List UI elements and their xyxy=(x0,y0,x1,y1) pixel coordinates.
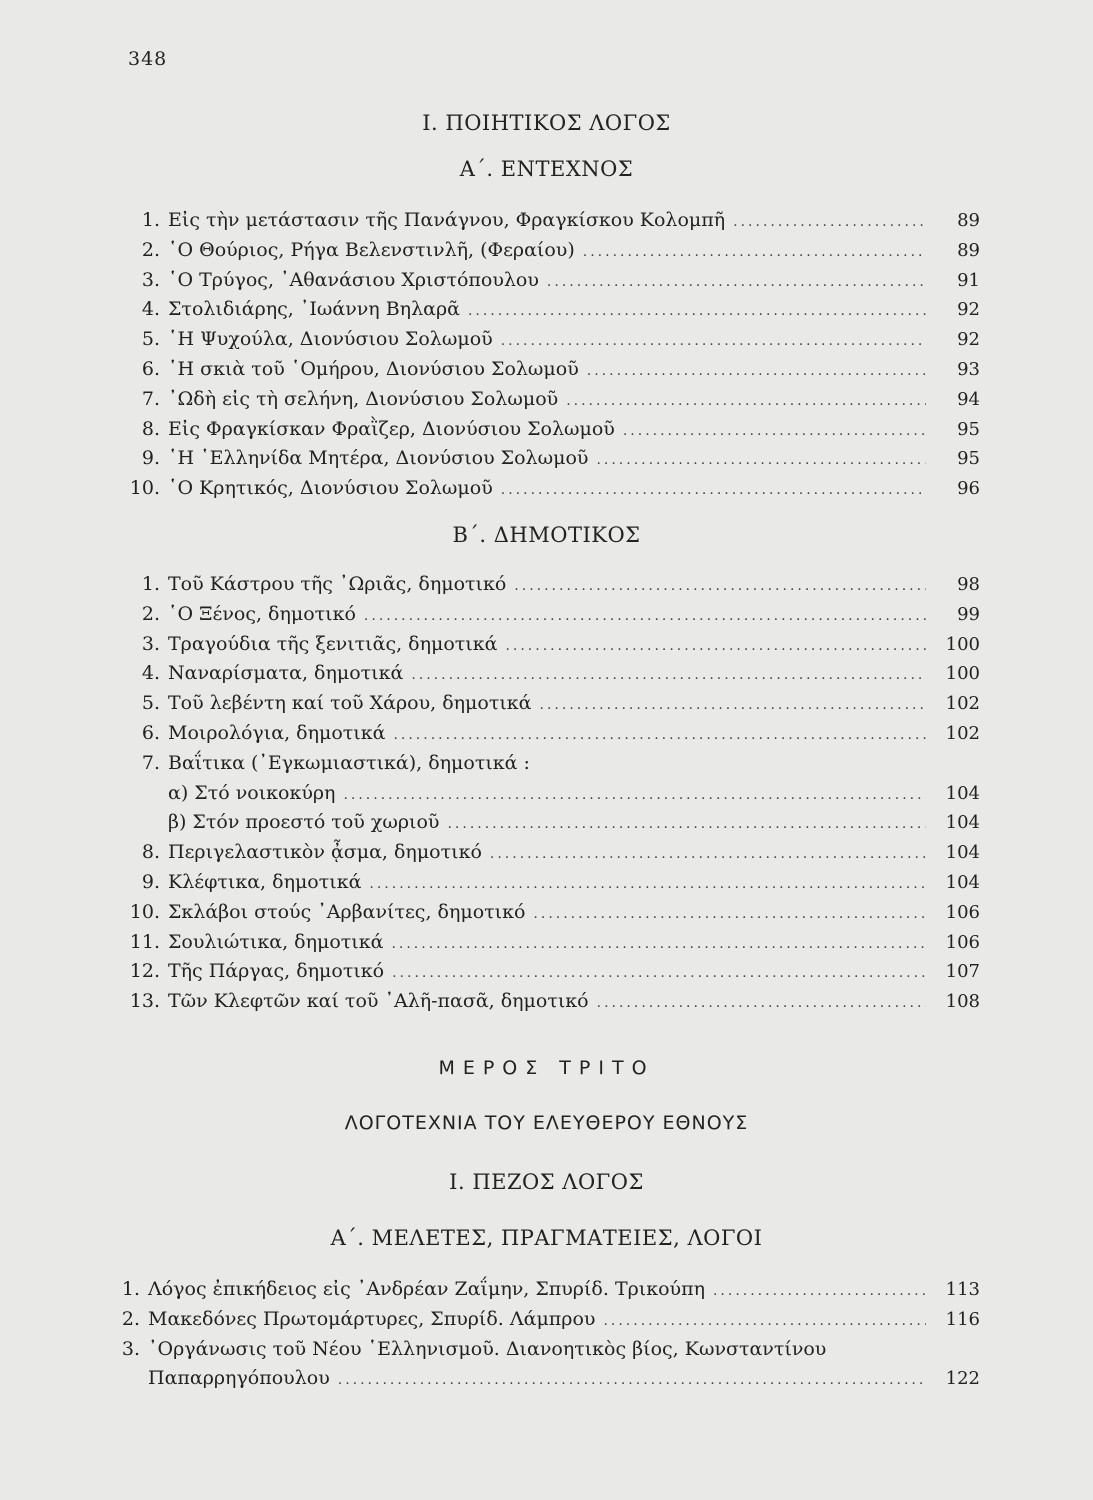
entry-title: Σκλάβοι στούς ᾿Αρβανίτες, δημοτικό xyxy=(168,900,526,923)
leader-dots xyxy=(468,297,926,327)
subheading-entechnos: Α΄. ΕΝΤΕΧΝΟΣ xyxy=(459,157,634,181)
leader-dots xyxy=(501,476,926,506)
entry-page: 95 xyxy=(957,418,980,440)
part-heading: ΜΕΡΟΣ ΤΡΙΤΟ xyxy=(438,1057,655,1079)
entry-page: 99 xyxy=(957,603,980,625)
entry-title: Λόγος ἐπικήδειος εἰς ᾿Ανδρέαν Ζαΐμην, Σπυρίδ. Τρικούπη xyxy=(148,1278,705,1300)
entry-number: 7. xyxy=(141,751,160,774)
toc-entry xyxy=(120,415,980,445)
entry-page: 107 xyxy=(945,961,980,983)
leader-dots xyxy=(603,1307,926,1337)
leader-dots xyxy=(505,632,926,662)
leader-dots xyxy=(587,357,926,387)
entry-number: 1. xyxy=(141,209,160,231)
entry-title: α) Στό νοικοκύρη xyxy=(168,781,336,804)
entry-title: Εἰς Φραγκίσκαν Φραῒζερ, Διονύσιου Σολωμοῦ xyxy=(168,417,615,440)
leader-dots xyxy=(547,268,926,298)
entry-title: ῾Η Ψυχούλα, Διονύσιου Σολωμοῦ xyxy=(168,328,493,351)
entry-number: 1. xyxy=(141,573,160,595)
entry-title: Σουλιώτικα, δημοτικά xyxy=(168,930,384,953)
toc-entry xyxy=(120,689,980,719)
leader-dots xyxy=(566,387,926,417)
leader-dots xyxy=(501,327,926,357)
entry-title: Μακεδόνες Πρωτομάρτυρες, Σπυρίδ. Λάμπρου xyxy=(148,1307,596,1330)
entry-page: 89 xyxy=(957,210,980,231)
entry-number: 8. xyxy=(141,841,160,864)
toc-entry xyxy=(120,385,980,415)
entry-page: 94 xyxy=(957,388,980,410)
entry-page: 116 xyxy=(945,1308,980,1330)
toc-entry xyxy=(120,928,980,958)
subheading-dimotikos: Β΄. ΔΗΜΟΤΙΚΟΣ xyxy=(452,523,641,547)
toc-entry xyxy=(120,957,980,987)
toc-entry xyxy=(120,570,980,600)
entry-number: 2. xyxy=(141,602,160,625)
leader-dots xyxy=(533,900,926,930)
toc-entry xyxy=(120,749,980,779)
toc-entry xyxy=(100,1275,980,1305)
leader-dots xyxy=(392,959,926,989)
entry-title: Στολιδιάρης, ᾿Ιωάννη Βηλαρᾶ xyxy=(168,298,460,321)
entry-title: Κλέφτικα, δημοτικά xyxy=(168,870,362,893)
entry-number: 4. xyxy=(141,298,160,321)
toc-entry xyxy=(120,868,980,898)
entry-page: 92 xyxy=(957,299,980,321)
entry-page: 104 xyxy=(945,871,980,893)
leader-dots xyxy=(583,238,926,268)
entry-page: 92 xyxy=(957,329,980,351)
entry-page: 100 xyxy=(945,663,980,685)
subheading-studies: Α΄. ΜΕΛΕΤΕΣ, ΠΡΑΓΜΑΤΕΙΕΣ, ΛΟΓΟΙ xyxy=(330,1226,763,1250)
entry-title: Μοιρολόγια, δημοτικά xyxy=(168,721,386,744)
toc-entry xyxy=(120,206,980,236)
toc-entry xyxy=(120,838,980,868)
leader-dots xyxy=(391,930,926,960)
entry-title: ῾Ο Κρητικός, Διονύσιου Σολωμοῦ xyxy=(168,477,493,500)
leader-dots xyxy=(623,417,926,447)
entry-page: 96 xyxy=(957,478,980,500)
entry-title: Τῆς Πάργας, δημοτικό xyxy=(168,960,385,983)
leader-dots xyxy=(597,989,926,1019)
entry-number: 12. xyxy=(129,960,160,983)
toc-entry xyxy=(120,325,980,355)
entry-number: 9. xyxy=(141,870,160,893)
page-number: 348 xyxy=(128,48,168,70)
leader-dots xyxy=(364,602,926,632)
entry-title: ᾿Οργάνωσις τοῦ Νέου ῾Ελληνισμοῦ. Διανοητικὸς βίος, Κωνσταντίνου xyxy=(148,1337,827,1360)
leader-dots xyxy=(343,781,926,811)
entry-title: Παπαρρηγόπουλου xyxy=(148,1367,330,1390)
entry-number: 3. xyxy=(121,1337,140,1360)
leader-dots xyxy=(490,840,926,870)
entry-page: 89 xyxy=(957,239,980,261)
entry-page: 113 xyxy=(945,1279,980,1300)
toc-entry xyxy=(120,444,980,474)
entry-number: 1. xyxy=(121,1278,140,1300)
leader-dots xyxy=(733,208,926,238)
leader-dots xyxy=(338,1366,926,1396)
toc-entry xyxy=(100,1335,980,1365)
toc-entry xyxy=(120,474,980,504)
toc-entry xyxy=(100,1364,980,1394)
toc-entry xyxy=(120,987,980,1017)
leader-dots xyxy=(514,572,926,602)
section-heading-poetic: Ι. ΠΟΙΗΤΙΚΟΣ ΛΟΓΟΣ xyxy=(422,111,671,135)
entry-title: ῾Η ῾Ελληνίδα Μητέρα, Διονύσιου Σολωμοῦ xyxy=(168,447,589,470)
leader-dots xyxy=(596,446,926,476)
entry-number: 2. xyxy=(141,238,160,261)
entry-title: ῾Ο Θούριος, Ρήγα Βελενστινλῆ, (Φεραίου) xyxy=(168,238,575,261)
entry-number: 9. xyxy=(141,447,160,470)
entry-page: 95 xyxy=(957,448,980,470)
toc-entry xyxy=(120,898,980,928)
toc-dimotikos xyxy=(120,570,980,1017)
entry-title: Περιγελαστικὸν ᾆσμα, δημοτικό xyxy=(168,841,482,864)
toc-entry xyxy=(120,600,980,630)
entry-title: Τραγούδια τῆς ξενιτιᾶς, δημοτικά xyxy=(168,632,498,655)
toc-entry xyxy=(120,719,980,749)
entry-title: Τοῦ λεβέντη καί τοῦ Χάρου, δημοτικά xyxy=(168,692,532,715)
entry-title: ῾Ο Τρύγος, ᾿Αθανάσιου Χριστόπουλου xyxy=(168,268,539,291)
leader-dots xyxy=(369,870,926,900)
entry-page: 104 xyxy=(945,812,980,834)
toc-entry xyxy=(120,355,980,385)
entry-number: 11. xyxy=(129,930,160,953)
entry-number: 3. xyxy=(141,268,160,291)
entry-title: ῾Ο Ξένος, δημοτικό xyxy=(168,602,356,625)
entry-page: 104 xyxy=(945,782,980,804)
leader-dots xyxy=(393,721,926,751)
toc-entry xyxy=(120,295,980,325)
entry-number: 7. xyxy=(141,387,160,410)
entry-title: ῾Η σκιὰ τοῦ ῾Ομήρου, Διονύσιου Σολωμοῦ xyxy=(168,357,579,380)
toc-entry xyxy=(120,779,980,809)
entry-page: 102 xyxy=(945,693,980,715)
entry-page: 93 xyxy=(957,358,980,380)
entry-title: β) Στόν προεστό τοῦ χωριοῦ xyxy=(168,811,440,834)
entry-title: Τοῦ Κάστρου τῆς ᾿Ωριᾶς, δημοτικό xyxy=(168,573,507,595)
toc-entechnos xyxy=(120,206,980,504)
entry-number: 4. xyxy=(141,662,160,685)
toc-studies xyxy=(100,1275,980,1394)
entry-title: Βαΐτικα (᾿Εγκωμιαστικά), δημοτικά : xyxy=(168,751,530,774)
entry-page: 106 xyxy=(945,931,980,953)
section-heading-prose: Ι. ΠΕΖΟΣ ΛΟΓΟΣ xyxy=(449,1170,644,1194)
entry-number: 13. xyxy=(129,990,160,1013)
entry-page: 122 xyxy=(945,1368,980,1390)
entry-page: 102 xyxy=(945,722,980,744)
entry-number: 8. xyxy=(141,417,160,440)
entry-number: 10. xyxy=(129,477,160,500)
leader-dots xyxy=(447,810,926,840)
toc-entry xyxy=(120,266,980,296)
entry-title: ᾿Ωδὴ εἰς τὴ σελήνη, Διονύσιου Σολωμοῦ xyxy=(168,387,559,410)
entry-number: 5. xyxy=(141,692,160,715)
toc-entry xyxy=(120,630,980,660)
entry-number: 2. xyxy=(121,1307,140,1330)
entry-page: 108 xyxy=(945,991,980,1013)
entry-number: 5. xyxy=(141,328,160,351)
entry-number: 10. xyxy=(129,900,160,923)
toc-entry xyxy=(100,1305,980,1335)
entry-page: 91 xyxy=(957,269,980,291)
entry-page: 100 xyxy=(945,633,980,655)
toc-entry xyxy=(120,808,980,838)
entry-page: 106 xyxy=(945,901,980,923)
entry-page: 98 xyxy=(957,574,980,595)
entry-title: Εἰς τὴν μετάστασιν τῆς Πανάγνου, Φραγκίσκου Κολομπῆ xyxy=(168,209,726,231)
entry-title: Τῶν Κλεφτῶν καί τοῦ ᾿Αλῆ-πασᾶ, δημοτικό xyxy=(168,990,589,1013)
entry-number: 6. xyxy=(141,357,160,380)
entry-page: 104 xyxy=(945,842,980,864)
toc-entry xyxy=(120,659,980,689)
literature-title: ΛΟΓΟΤΕΧΝΙΑ ΤΟΥ ΕΛΕΥΘΕΡΟΥ ΕΘΝΟΥΣ xyxy=(344,1112,749,1134)
leader-dots xyxy=(411,661,926,691)
entry-number: 3. xyxy=(141,632,160,655)
entry-title: Ναναρίσματα, δημοτικά xyxy=(168,662,404,685)
toc-entry xyxy=(120,236,980,266)
entry-number: 6. xyxy=(141,721,160,744)
leader-dots xyxy=(713,1277,926,1307)
leader-dots xyxy=(540,691,926,721)
